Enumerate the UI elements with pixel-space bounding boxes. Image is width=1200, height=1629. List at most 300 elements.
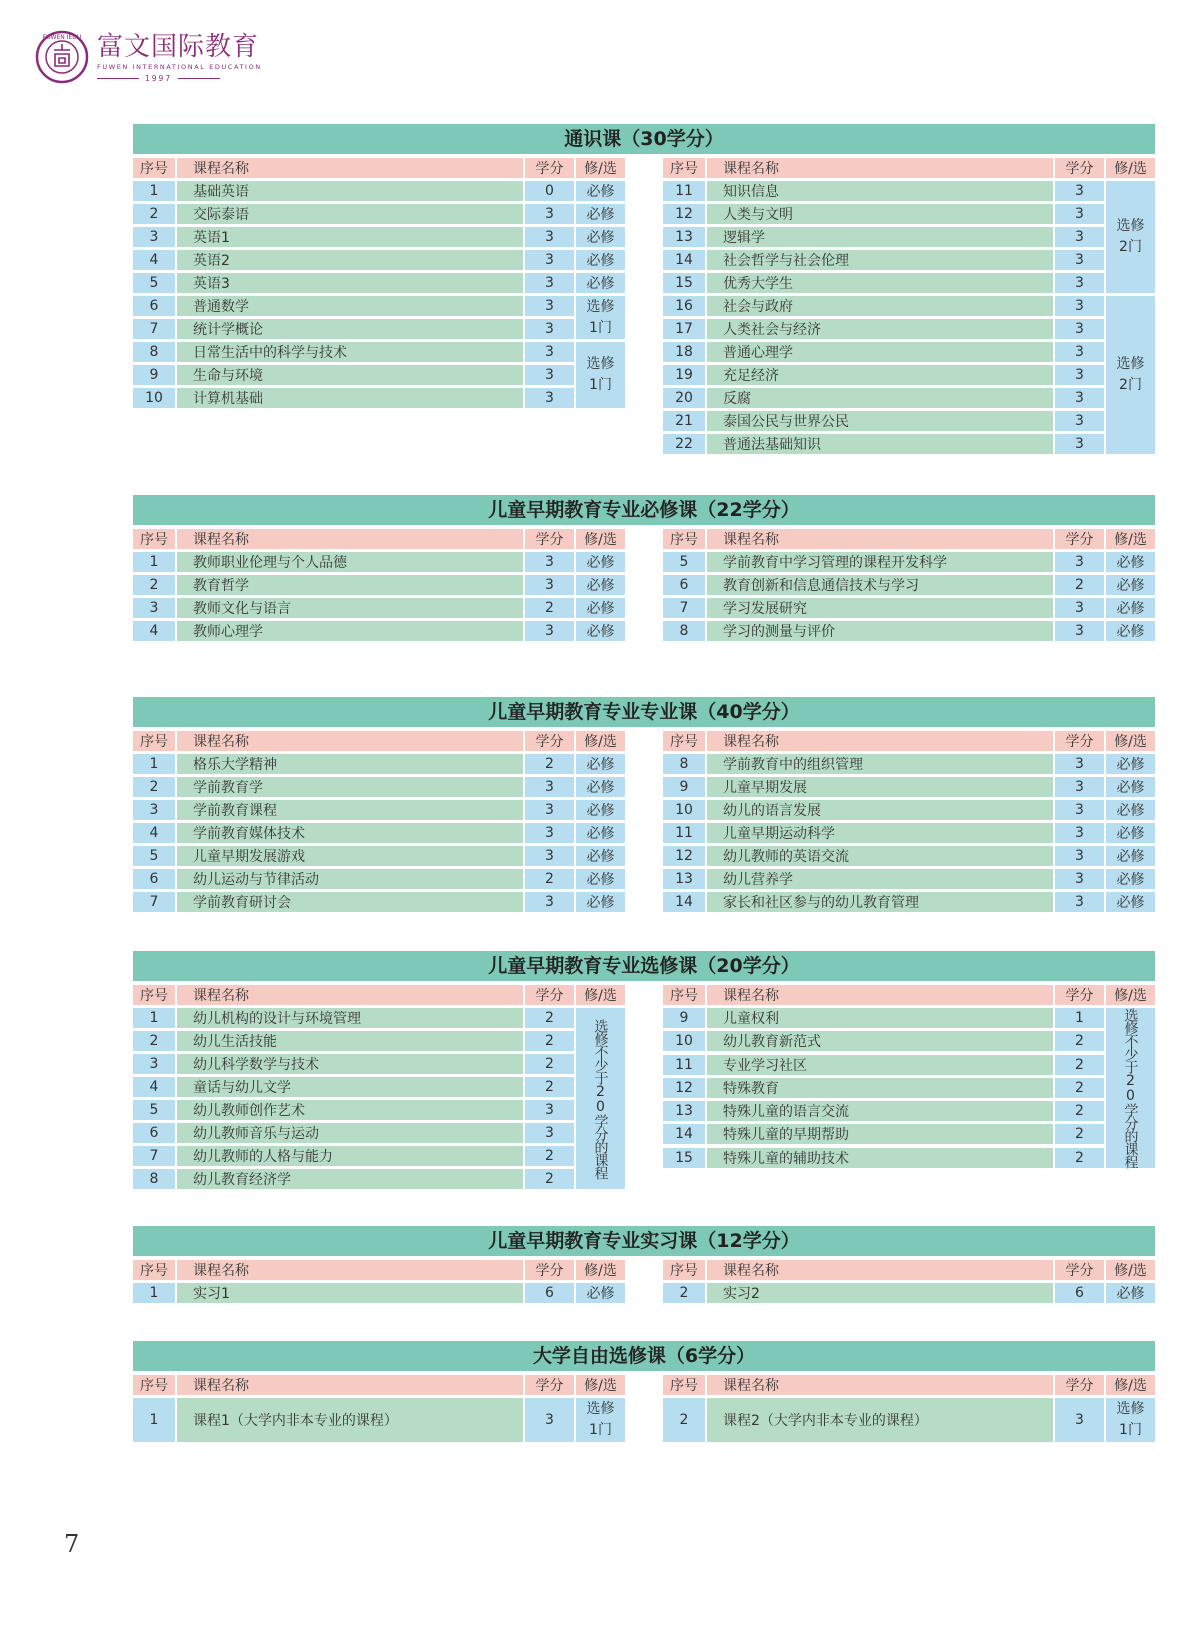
row-credit: 3 xyxy=(1055,434,1104,454)
row-credit: 2 xyxy=(1055,1031,1104,1051)
header-req: 修/选 xyxy=(1106,158,1155,178)
row-name: 幼儿机构的设计与环境管理 xyxy=(177,1008,523,1028)
section-title: 儿童早期教育专业必修课（22学分） xyxy=(133,495,1155,525)
row-req: 必修 xyxy=(576,800,625,820)
brand-name-en: FUWEN INTERNATIONAL EDUCATION xyxy=(97,62,262,71)
row-credit: 3 xyxy=(525,250,574,270)
table-left xyxy=(133,1375,625,1442)
row-name: 基础英语 xyxy=(177,181,523,201)
row-name: 童话与幼儿文学 xyxy=(177,1077,523,1097)
row-num: 3 xyxy=(133,1054,175,1074)
header-num: 序号 xyxy=(133,731,175,751)
row-num: 10 xyxy=(663,800,705,820)
row-req: 必修 xyxy=(576,598,625,618)
row-num: 8 xyxy=(663,621,705,641)
row-req: 必修 xyxy=(1106,869,1155,889)
row-req: 必修 xyxy=(1106,892,1155,912)
row-name: 幼儿生活技能 xyxy=(177,1031,523,1051)
row-name: 人类社会与经济 xyxy=(707,319,1053,339)
row-credit: 3 xyxy=(525,296,574,316)
brand-name-cn: 富文国际教育 xyxy=(97,31,260,62)
row-req: 必修 xyxy=(576,869,625,889)
row-num: 8 xyxy=(133,342,175,362)
header-name: 课程名称 xyxy=(707,529,1053,549)
row-req: 必修 xyxy=(1106,598,1155,618)
row-name: 实习2 xyxy=(707,1283,1053,1303)
row-req: 必修 xyxy=(1106,846,1155,866)
row-name: 幼儿教师创作艺术 xyxy=(177,1100,523,1120)
page-number: 7 xyxy=(64,1530,80,1558)
row-name: 格乐大学精神 xyxy=(177,754,523,774)
row-name: 反腐 xyxy=(707,388,1053,408)
row-num: 4 xyxy=(133,621,175,641)
row-num: 6 xyxy=(133,1123,175,1143)
table-right xyxy=(663,731,1155,912)
row-num: 9 xyxy=(663,1008,705,1028)
section-major xyxy=(133,697,1155,912)
header-credit: 学分 xyxy=(525,1375,574,1395)
row-credit: 3 xyxy=(1055,319,1104,339)
row-num: 1 xyxy=(133,754,175,774)
header-req: 修/选 xyxy=(576,529,625,549)
header-credit: 学分 xyxy=(525,529,574,549)
row-credit: 3 xyxy=(1055,754,1104,774)
row-num: 1 xyxy=(133,1398,175,1442)
row-credit: 3 xyxy=(1055,800,1104,820)
section-title: 大学自由选修课（6学分） xyxy=(133,1341,1155,1371)
header-name: 课程名称 xyxy=(177,158,523,178)
row-req: 必修 xyxy=(576,250,625,270)
group-requirement-text: 选修不少于20学分的课程 xyxy=(592,1018,609,1179)
row-credit: 3 xyxy=(525,892,574,912)
row-name: 教育创新和信息通信技术与学习 xyxy=(707,575,1053,595)
row-num: 15 xyxy=(663,1148,705,1168)
brand-year-text: 1997 xyxy=(145,73,173,83)
row-name: 儿童早期发展游戏 xyxy=(177,846,523,866)
row-req: 必修 xyxy=(1106,777,1155,797)
table-right xyxy=(663,1375,1155,1442)
header-credit: 学分 xyxy=(525,158,574,178)
header-num: 序号 xyxy=(133,985,175,1005)
row-num: 18 xyxy=(663,342,705,362)
row-credit: 3 xyxy=(525,1123,574,1143)
table-right xyxy=(663,529,1155,641)
table-left xyxy=(133,731,625,912)
row-credit: 3 xyxy=(1055,1398,1104,1442)
row-num: 2 xyxy=(133,1031,175,1051)
brand-year xyxy=(97,74,262,83)
row-credit: 3 xyxy=(1055,181,1104,201)
row-credit: 3 xyxy=(525,846,574,866)
header-name: 课程名称 xyxy=(707,1375,1053,1395)
row-req: 必修 xyxy=(1106,575,1155,595)
row-num: 13 xyxy=(663,227,705,247)
section-internship xyxy=(133,1226,1155,1303)
header-req: 修/选 xyxy=(1106,985,1155,1005)
row-num: 5 xyxy=(133,273,175,293)
row-num: 2 xyxy=(663,1398,705,1442)
row-num: 6 xyxy=(133,296,175,316)
row-num: 1 xyxy=(133,1008,175,1028)
row-name: 幼儿教师的英语交流 xyxy=(707,846,1053,866)
row-credit: 2 xyxy=(1055,1124,1104,1144)
row-credit: 3 xyxy=(1055,846,1104,866)
header-req: 修/选 xyxy=(1106,1375,1155,1395)
row-num: 11 xyxy=(663,823,705,843)
row-name: 交际泰语 xyxy=(177,204,523,224)
section-required xyxy=(133,495,1155,641)
header-num: 序号 xyxy=(133,1375,175,1395)
row-credit: 3 xyxy=(1055,342,1104,362)
row-credit: 2 xyxy=(1055,1078,1104,1098)
row-credit: 2 xyxy=(525,1031,574,1051)
row-num: 14 xyxy=(663,250,705,270)
row-num: 16 xyxy=(663,296,705,316)
row-num: 1 xyxy=(133,1283,175,1303)
row-req: 选修 1门 xyxy=(576,1398,625,1442)
row-num: 13 xyxy=(663,869,705,889)
row-credit: 3 xyxy=(1055,227,1104,247)
row-credit: 3 xyxy=(525,365,574,385)
row-name: 特殊教育 xyxy=(707,1078,1053,1098)
group-requirement: 选修 1门 xyxy=(576,296,625,339)
row-req: 必修 xyxy=(576,777,625,797)
table-right xyxy=(663,158,1155,454)
logo-ring-text: FUWEN IEDU xyxy=(42,34,82,41)
row-credit: 3 xyxy=(1055,552,1104,572)
table-right xyxy=(663,1260,1155,1303)
row-credit: 6 xyxy=(1055,1283,1104,1303)
header-name: 课程名称 xyxy=(707,985,1053,1005)
header-req: 修/选 xyxy=(576,158,625,178)
row-num: 17 xyxy=(663,319,705,339)
row-credit: 2 xyxy=(525,1008,574,1028)
row-name: 学习的测量与评价 xyxy=(707,621,1053,641)
row-name: 幼儿教育经济学 xyxy=(177,1169,523,1189)
header-name: 课程名称 xyxy=(707,1260,1053,1280)
row-num: 3 xyxy=(133,800,175,820)
row-num: 4 xyxy=(133,823,175,843)
row-name: 社会哲学与社会伦理 xyxy=(707,250,1053,270)
row-num: 22 xyxy=(663,434,705,454)
row-req: 必修 xyxy=(576,754,625,774)
row-credit: 2 xyxy=(1055,575,1104,595)
row-name: 学前教育媒体技术 xyxy=(177,823,523,843)
row-name: 幼儿的语言发展 xyxy=(707,800,1053,820)
row-credit: 3 xyxy=(525,575,574,595)
header-credit: 学分 xyxy=(525,1260,574,1280)
row-credit: 3 xyxy=(525,1398,574,1442)
row-credit: 2 xyxy=(525,1146,574,1166)
row-name: 特殊儿童的语言交流 xyxy=(707,1101,1053,1121)
row-credit: 3 xyxy=(1055,388,1104,408)
row-req: 必修 xyxy=(576,552,625,572)
row-num: 8 xyxy=(663,754,705,774)
header-num: 序号 xyxy=(663,158,705,178)
row-name: 幼儿教师的人格与能力 xyxy=(177,1146,523,1166)
divider xyxy=(178,78,220,79)
row-num: 20 xyxy=(663,388,705,408)
row-name: 英语2 xyxy=(177,250,523,270)
row-name: 普通法基础知识 xyxy=(707,434,1053,454)
row-num: 6 xyxy=(663,575,705,595)
row-name: 学前教育课程 xyxy=(177,800,523,820)
row-req: 必修 xyxy=(1106,823,1155,843)
section-title: 儿童早期教育专业选修课（20学分） xyxy=(133,951,1155,981)
row-name: 英语3 xyxy=(177,273,523,293)
row-name: 知识信息 xyxy=(707,181,1053,201)
header-req: 修/选 xyxy=(576,1375,625,1395)
group-requirement: 选修 2门 xyxy=(1106,181,1155,293)
row-req: 必修 xyxy=(1106,621,1155,641)
row-num: 19 xyxy=(663,365,705,385)
row-req: 必修 xyxy=(576,575,625,595)
group-requirement xyxy=(1106,1008,1155,1168)
row-req: 必修 xyxy=(576,823,625,843)
row-req: 必修 xyxy=(576,181,625,201)
row-num: 2 xyxy=(133,777,175,797)
row-name: 幼儿营养学 xyxy=(707,869,1053,889)
row-name: 教师职业伦理与个人品德 xyxy=(177,552,523,572)
header-num: 序号 xyxy=(663,985,705,1005)
row-credit: 3 xyxy=(525,319,574,339)
row-credit: 3 xyxy=(1055,296,1104,316)
row-num: 5 xyxy=(663,552,705,572)
row-req: 必修 xyxy=(576,1283,625,1303)
row-num: 14 xyxy=(663,1124,705,1144)
row-credit: 3 xyxy=(525,204,574,224)
row-name: 日常生活中的科学与技术 xyxy=(177,342,523,362)
row-credit: 3 xyxy=(525,777,574,797)
row-num: 7 xyxy=(133,1146,175,1166)
header-num: 序号 xyxy=(133,158,175,178)
row-name: 统计学概论 xyxy=(177,319,523,339)
row-credit: 3 xyxy=(1055,892,1104,912)
row-name: 家长和社区参与的幼儿教育管理 xyxy=(707,892,1053,912)
header-name: 课程名称 xyxy=(707,158,1053,178)
row-credit: 3 xyxy=(525,1100,574,1120)
row-num: 12 xyxy=(663,846,705,866)
row-name: 教师心理学 xyxy=(177,621,523,641)
row-name: 学前教育中学习管理的课程开发科学 xyxy=(707,552,1053,572)
header-num: 序号 xyxy=(663,731,705,751)
row-req: 必修 xyxy=(576,846,625,866)
row-num: 5 xyxy=(133,846,175,866)
row-credit: 2 xyxy=(525,1169,574,1189)
row-name: 优秀大学生 xyxy=(707,273,1053,293)
header-credit: 学分 xyxy=(1055,731,1104,751)
row-num: 8 xyxy=(133,1169,175,1189)
row-name: 学前教育研讨会 xyxy=(177,892,523,912)
row-name: 教师文化与语言 xyxy=(177,598,523,618)
section-general xyxy=(133,124,1155,454)
row-credit: 3 xyxy=(525,388,574,408)
header-req: 修/选 xyxy=(576,1260,625,1280)
row-name: 特殊儿童的辅助技术 xyxy=(707,1148,1053,1168)
row-credit: 3 xyxy=(1055,777,1104,797)
row-num: 2 xyxy=(133,204,175,224)
row-credit: 3 xyxy=(1055,411,1104,431)
header-credit: 学分 xyxy=(1055,985,1104,1005)
table-left xyxy=(133,529,625,641)
group-requirement: 选修 2门 xyxy=(1106,296,1155,454)
row-num: 5 xyxy=(133,1100,175,1120)
row-credit: 2 xyxy=(525,1054,574,1074)
row-name: 泰国公民与世界公民 xyxy=(707,411,1053,431)
header-num: 序号 xyxy=(663,1375,705,1395)
row-num: 10 xyxy=(133,388,175,408)
row-name: 普通心理学 xyxy=(707,342,1053,362)
header-name: 课程名称 xyxy=(177,985,523,1005)
row-credit: 3 xyxy=(525,552,574,572)
row-name: 儿童早期发展 xyxy=(707,777,1053,797)
row-req: 选修 1门 xyxy=(1106,1398,1155,1442)
row-name: 幼儿运动与节律活动 xyxy=(177,869,523,889)
header-req: 修/选 xyxy=(576,985,625,1005)
row-req: 必修 xyxy=(576,621,625,641)
row-credit: 2 xyxy=(525,1077,574,1097)
header-credit: 学分 xyxy=(525,731,574,751)
row-credit: 3 xyxy=(1055,869,1104,889)
row-credit: 0 xyxy=(525,181,574,201)
header-name: 课程名称 xyxy=(177,1375,523,1395)
row-credit: 3 xyxy=(525,342,574,362)
row-name: 幼儿教育新范式 xyxy=(707,1031,1053,1051)
row-req: 必修 xyxy=(1106,552,1155,572)
header-req: 修/选 xyxy=(1106,1260,1155,1280)
section-title: 儿童早期教育专业实习课（12学分） xyxy=(133,1226,1155,1256)
row-num: 13 xyxy=(663,1101,705,1121)
divider xyxy=(97,78,139,79)
header-name: 课程名称 xyxy=(177,529,523,549)
row-num: 1 xyxy=(133,181,175,201)
row-num: 9 xyxy=(133,365,175,385)
table-right xyxy=(663,985,1155,1189)
row-credit: 2 xyxy=(525,754,574,774)
row-credit: 3 xyxy=(1055,365,1104,385)
row-req: 必修 xyxy=(1106,800,1155,820)
row-name: 儿童早期运动科学 xyxy=(707,823,1053,843)
row-name: 幼儿科学数学与技术 xyxy=(177,1054,523,1074)
section-title: 儿童早期教育专业专业课（40学分） xyxy=(133,697,1155,727)
row-credit: 3 xyxy=(525,621,574,641)
row-req: 必修 xyxy=(1106,754,1155,774)
header-credit: 学分 xyxy=(525,985,574,1005)
row-num: 12 xyxy=(663,204,705,224)
row-credit: 6 xyxy=(525,1283,574,1303)
group-requirement-text: 选修不少于20学分的课程 xyxy=(1122,1008,1139,1168)
row-num: 4 xyxy=(133,250,175,270)
header-req: 修/选 xyxy=(1106,529,1155,549)
row-name: 逻辑学 xyxy=(707,227,1053,247)
row-name: 普通数学 xyxy=(177,296,523,316)
row-name: 英语1 xyxy=(177,227,523,247)
brand-logo xyxy=(35,30,262,84)
section-free-elective xyxy=(133,1341,1155,1442)
row-name: 专业学习社区 xyxy=(707,1055,1053,1075)
row-name: 特殊儿童的早期帮助 xyxy=(707,1124,1053,1144)
row-num: 12 xyxy=(663,1078,705,1098)
row-credit: 3 xyxy=(525,273,574,293)
row-num: 1 xyxy=(133,552,175,572)
row-name: 课程2（大学内非本专业的课程） xyxy=(707,1398,1053,1442)
table-left xyxy=(133,985,625,1189)
emblem-icon xyxy=(35,30,89,84)
table-left xyxy=(133,1260,625,1303)
row-credit: 2 xyxy=(1055,1148,1104,1168)
row-credit: 3 xyxy=(1055,273,1104,293)
section-title: 通识课（30学分） xyxy=(133,124,1155,154)
header-credit: 学分 xyxy=(1055,1260,1104,1280)
row-credit: 3 xyxy=(525,227,574,247)
row-num: 14 xyxy=(663,892,705,912)
row-num: 21 xyxy=(663,411,705,431)
header-num: 序号 xyxy=(663,529,705,549)
row-req: 必修 xyxy=(576,204,625,224)
row-num: 15 xyxy=(663,273,705,293)
row-credit: 3 xyxy=(525,800,574,820)
row-name: 课程1（大学内非本专业的课程） xyxy=(177,1398,523,1442)
row-req: 必修 xyxy=(576,273,625,293)
row-num: 2 xyxy=(133,575,175,595)
row-credit: 2 xyxy=(1055,1055,1104,1075)
row-credit: 3 xyxy=(1055,598,1104,618)
row-credit: 1 xyxy=(1055,1008,1104,1028)
row-credit: 3 xyxy=(1055,204,1104,224)
header-num: 序号 xyxy=(133,529,175,549)
row-num: 7 xyxy=(663,598,705,618)
table-left xyxy=(133,158,625,454)
row-num: 9 xyxy=(663,777,705,797)
row-credit: 2 xyxy=(525,598,574,618)
header-name: 课程名称 xyxy=(707,731,1053,751)
row-name: 学前教育学 xyxy=(177,777,523,797)
row-name: 充足经济 xyxy=(707,365,1053,385)
header-credit: 学分 xyxy=(1055,158,1104,178)
row-name: 生命与环境 xyxy=(177,365,523,385)
row-num: 11 xyxy=(663,181,705,201)
header-num: 序号 xyxy=(133,1260,175,1280)
header-req: 修/选 xyxy=(1106,731,1155,751)
header-num: 序号 xyxy=(663,1260,705,1280)
group-requirement xyxy=(576,1008,625,1189)
row-name: 教育哲学 xyxy=(177,575,523,595)
row-req: 必修 xyxy=(576,227,625,247)
row-num: 2 xyxy=(663,1283,705,1303)
header-name: 课程名称 xyxy=(177,1260,523,1280)
row-credit: 3 xyxy=(1055,250,1104,270)
row-num: 10 xyxy=(663,1031,705,1051)
row-credit: 3 xyxy=(1055,823,1104,843)
row-credit: 3 xyxy=(1055,621,1104,641)
row-name: 实习1 xyxy=(177,1283,523,1303)
row-name: 计算机基础 xyxy=(177,388,523,408)
row-name: 学习发展研究 xyxy=(707,598,1053,618)
row-num: 3 xyxy=(133,598,175,618)
row-num: 7 xyxy=(133,892,175,912)
row-num: 6 xyxy=(133,869,175,889)
row-name: 儿童权利 xyxy=(707,1008,1053,1028)
section-elective xyxy=(133,951,1155,1189)
row-name: 人类与文明 xyxy=(707,204,1053,224)
row-num: 11 xyxy=(663,1055,705,1075)
row-name: 学前教育中的组织管理 xyxy=(707,754,1053,774)
row-req: 必修 xyxy=(576,892,625,912)
header-req: 修/选 xyxy=(576,731,625,751)
header-name: 课程名称 xyxy=(177,731,523,751)
row-credit: 2 xyxy=(1055,1101,1104,1121)
row-credit: 3 xyxy=(525,823,574,843)
